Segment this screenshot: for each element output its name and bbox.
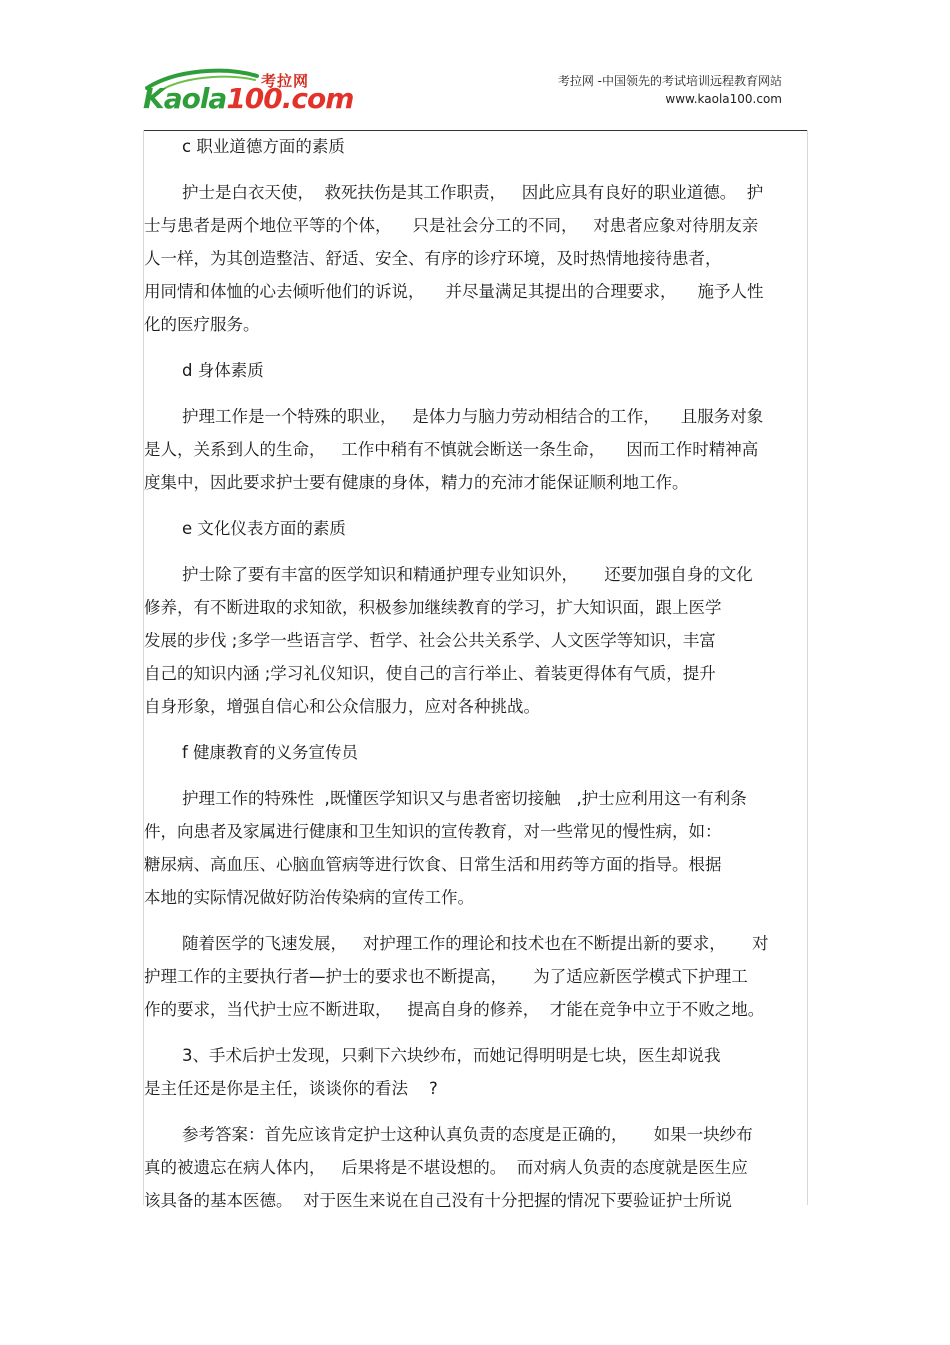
text-line: 护士是白衣天使， 救死扶伤是其工作职责， 因此应具有良好的职业道德。 护 — [182, 183, 764, 202]
text-line: 护理工作的主要执行者—护士的要求也不断提高， 为了适应新医学模式下护理工 — [144, 967, 748, 986]
text-line: 士与患者是两个地位平等的个体， 只是社会分工的不同， 对患者应象对待朋友亲 — [144, 216, 759, 235]
section-paragraph — [144, 558, 806, 723]
text-line: 发展的步伐 ;多学一些语言学、哲学、社会公共关系学、人文医学等知识，丰富 — [144, 631, 716, 650]
logo-brand-kaola: Kaola — [143, 82, 227, 115]
site-tagline: 考拉网 -中国领先的考试培训远程教育网站 — [557, 74, 782, 88]
text-line: 参考答案：首先应该肯定护士这种认真负责的态度是正确的， 如果一块纱布 — [182, 1125, 753, 1144]
paragraph-gap — [144, 914, 806, 927]
paragraph-gap — [144, 769, 806, 782]
document-body — [144, 130, 806, 1217]
section-paragraph — [144, 782, 806, 914]
text-line: 该具备的基本医德。 对于医生来说在自己没有十分把握的情况下要验证护士所说 — [144, 1191, 732, 1210]
text-line: 修养，有不断进取的求知欲，积极参加继续教育的学习，扩大知识面，跟上医学 — [144, 598, 722, 617]
logo-brand-domain: .com — [281, 82, 354, 115]
paragraph-gap — [144, 1026, 806, 1039]
text-line: 是人，关系到人的生命， 工作中稍有不慎就会断送一条生命， 因而工作时精神高 — [144, 440, 759, 459]
site-info — [558, 72, 782, 108]
section-paragraph — [144, 1118, 806, 1217]
text-line: 件，向患者及家属进行健康和卫生知识的宣传教育，对一些常见的慢性病，如： — [144, 822, 722, 841]
text-line: 真的被遗忘在病人体内， 后果将是不堪设想的。 而对病人负责的态度就是医生应 — [144, 1158, 748, 1177]
text-line: 人一样，为其创造整洁、舒适、安全、有序的诊疗环境，及时热情地接待患者， — [144, 249, 722, 268]
text-line: 是主任还是你是主任，谈谈你的看法 ? — [144, 1079, 438, 1098]
site-url[interactable]: www.kaola100.com — [665, 92, 782, 106]
section-paragraph — [144, 400, 806, 499]
page-header — [143, 64, 808, 131]
text-line: 随着医学的飞速发展， 对护理工作的理论和技术也在不断提出新的要求， 对 — [182, 934, 769, 953]
text-line: 度集中，因此要求护士要有健康的身体，精力的充沛才能保证顺利地工作。 — [144, 473, 689, 492]
logo-brand-text — [143, 82, 353, 116]
section-heading: d 身体素质 — [182, 361, 264, 380]
logo-chinese-name: 考拉网 — [261, 72, 310, 90]
section-heading: e 文化仪表方面的素质 — [182, 519, 346, 538]
text-line: 护理工作的特殊性 ,既懂医学知识又与患者密切接触 ,护士应利用这一有利条 — [182, 789, 747, 808]
section-paragraph — [144, 1039, 806, 1105]
section-paragraph — [144, 176, 806, 341]
section-heading: c 职业道德方面的素质 — [182, 137, 345, 156]
text-line: 自身形象，增强自信心和公众信服力，应对各种挑战。 — [144, 697, 540, 716]
kaola100-logo[interactable] — [143, 68, 354, 120]
paragraph-gap — [144, 545, 806, 558]
text-line: 化的医疗服务。 — [144, 315, 260, 334]
logo-brand-number: 100 — [226, 82, 282, 115]
paragraph-gap — [144, 1105, 806, 1118]
text-line: 本地的实际情况做好防治传染病的宣传工作。 — [144, 888, 474, 907]
text-line: 3、手术后护士发现，只剩下六块纱布，而她记得明明是七块，医生却说我 — [182, 1046, 721, 1065]
paragraph-gap — [144, 163, 806, 176]
text-line: 用同情和体恤的心去倾听他们的诉说， 并尽量满足其提出的合理要求， 施予人性 — [144, 282, 764, 301]
paragraph-gap — [144, 387, 806, 400]
section-heading: f 健康教育的义务宣传员 — [182, 743, 359, 762]
section-paragraph — [144, 927, 806, 1026]
paragraph-gap — [144, 723, 806, 736]
text-line: 护理工作是一个特殊的职业， 是体力与脑力劳动相结合的工作， 且服务对象 — [182, 407, 764, 426]
content-frame-right — [807, 130, 808, 1205]
text-line: 作的要求，当代护士应不断进取， 提高自身的修养， 才能在竞争中立于不败之地。 — [144, 1000, 765, 1019]
text-line: 糖尿病、高血压、心脑血管病等进行饮食、日常生活和用药等方面的指导。根据 — [144, 855, 722, 874]
paragraph-gap — [144, 341, 806, 354]
text-line: 护士除了要有丰富的医学知识和精通护理专业知识外， 还要加强自身的文化 — [182, 565, 753, 584]
paragraph-gap — [144, 499, 806, 512]
text-line: 自己的知识内涵 ;学习礼仪知识，使自己的言行举止、着装更得体有气质，提升 — [144, 664, 716, 683]
